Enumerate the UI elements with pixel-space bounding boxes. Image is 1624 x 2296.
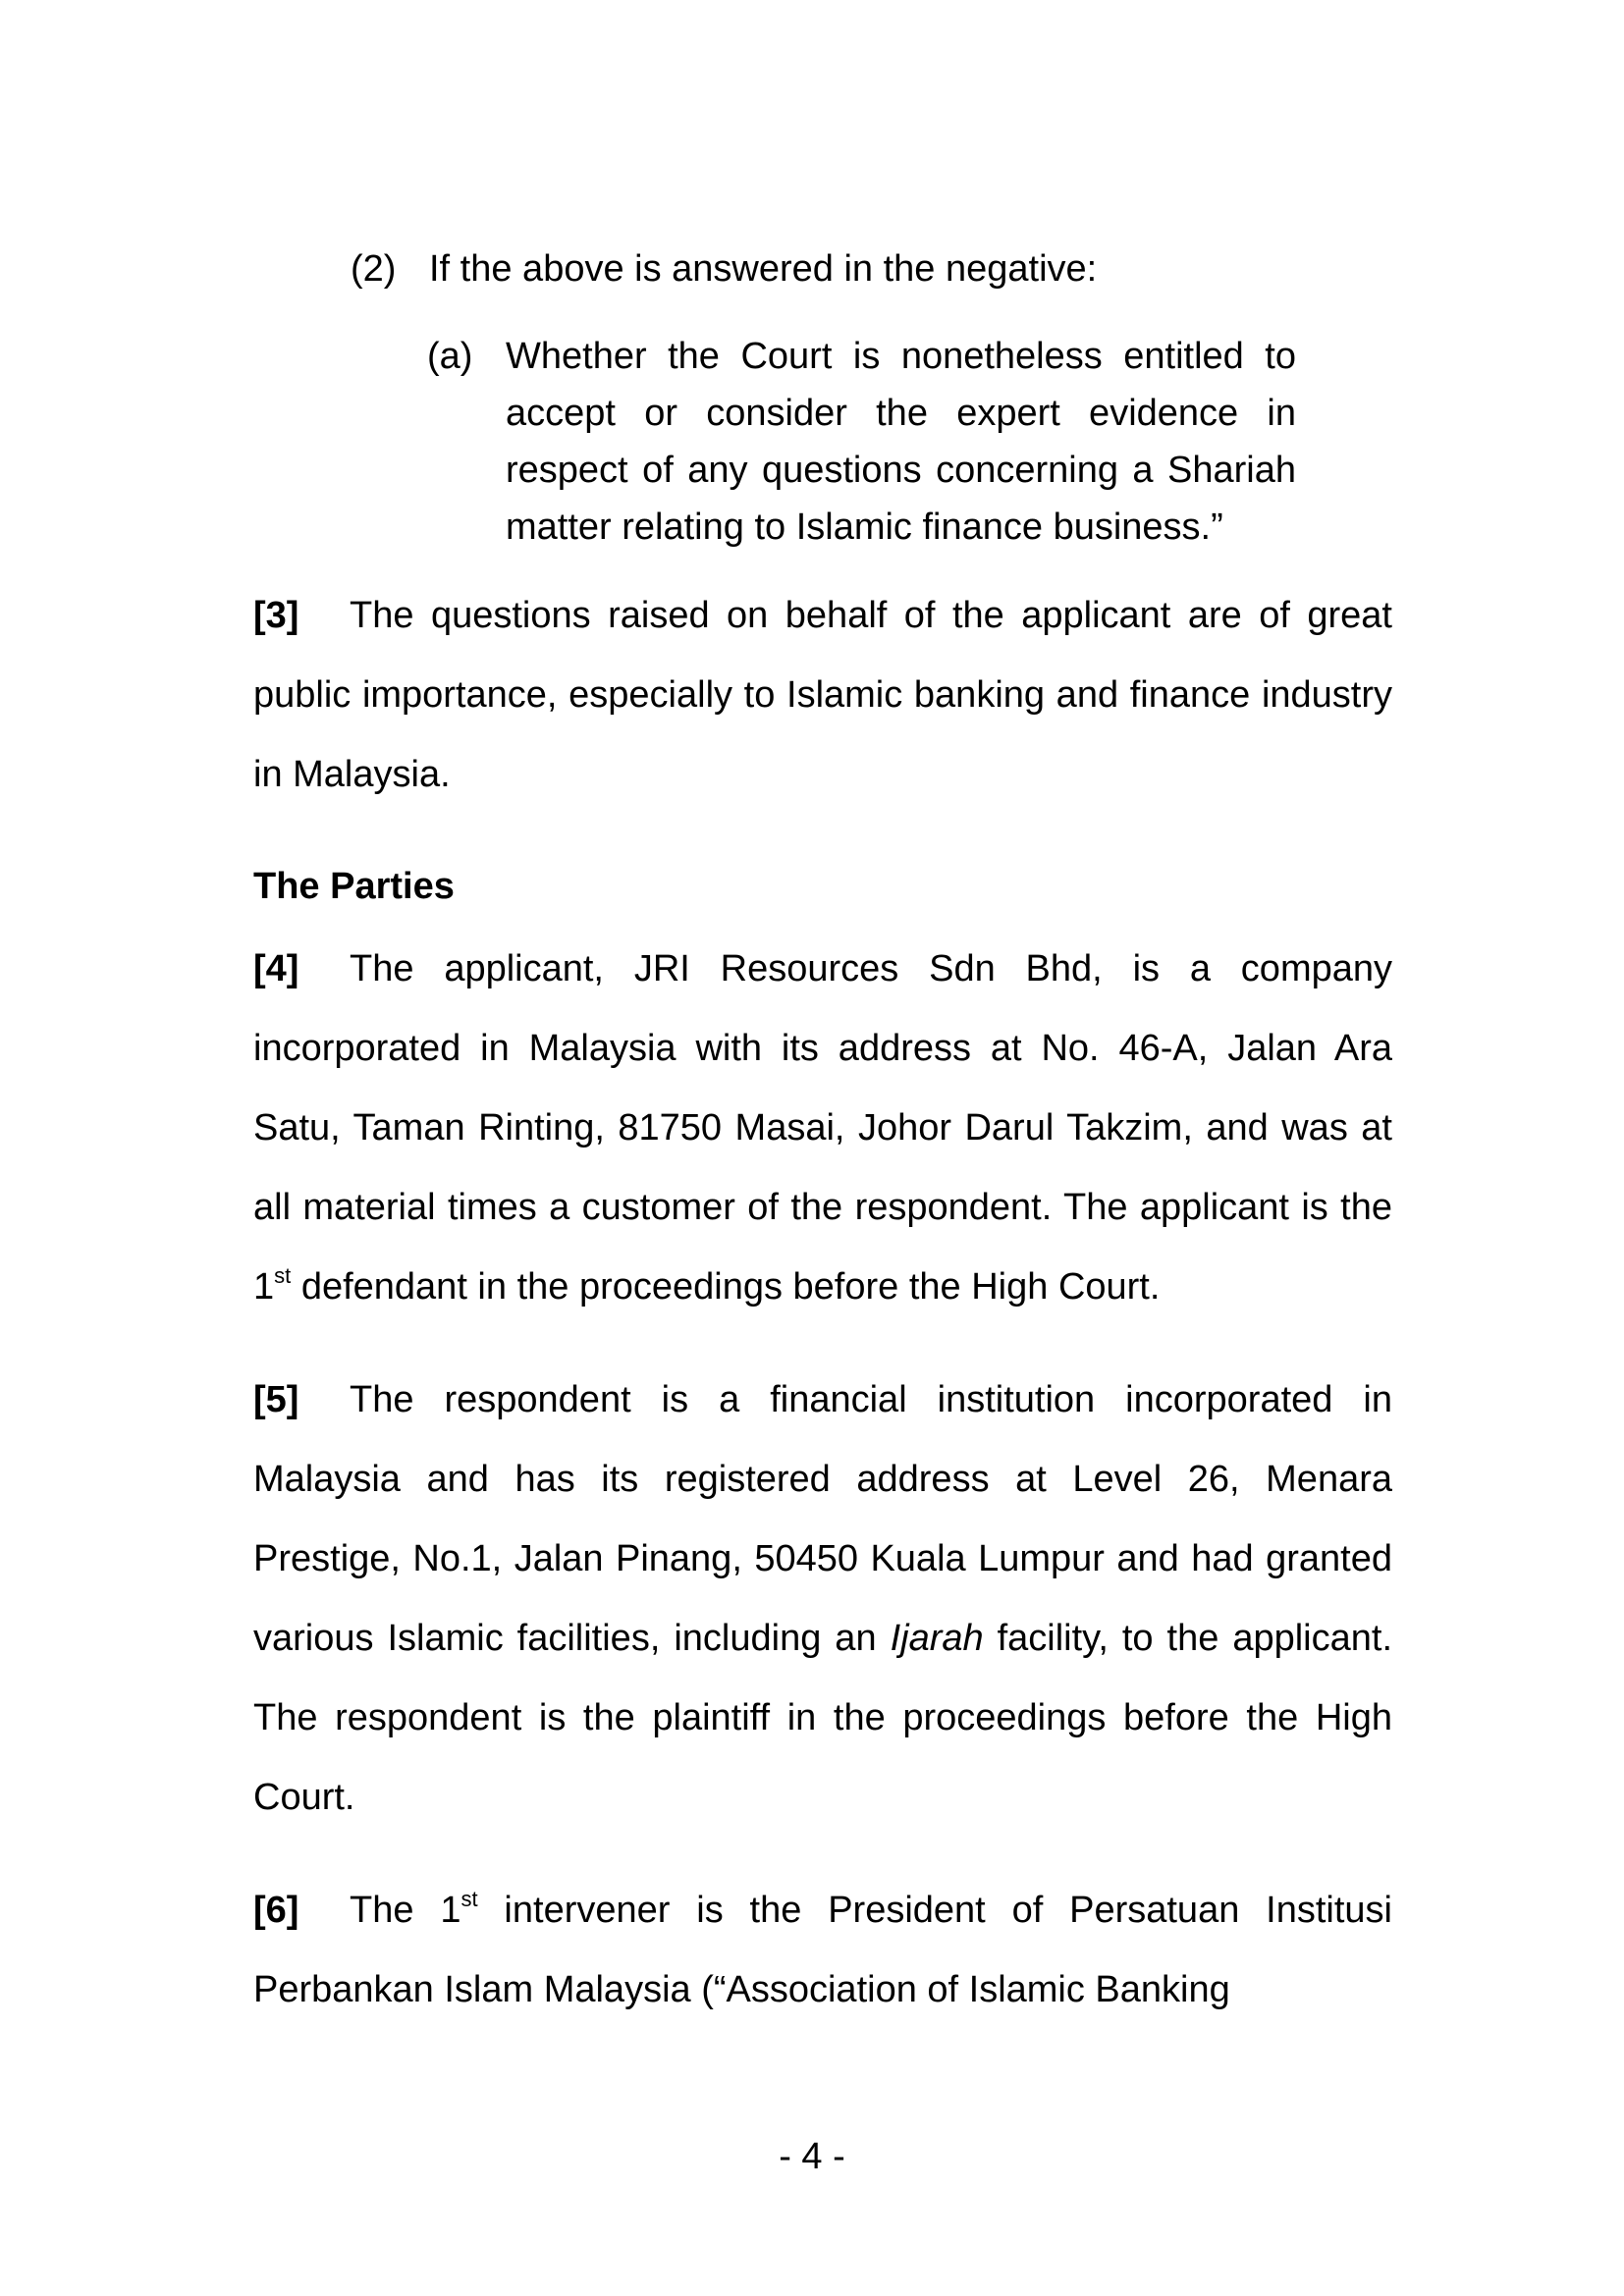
superscript: st [274, 1263, 292, 1288]
paragraph-5 [253, 1361, 1392, 1838]
paragraph-text: The 1 [350, 1890, 461, 1931]
paragraph-text: The questions raised on behalf of the applicant are of great public importance, especially to Islamic banking and finance industry in Malaysia. [253, 595, 1392, 795]
paragraph-number: [6] [253, 1890, 299, 1931]
sub-item-text: Whether the Court is nonetheless entitled to accept or consider the expert evidence in respect of any questions concerning a Shariah matter relating to Islamic finance business.” [506, 336, 1296, 548]
paragraph-text-continued: intervener is the President of Persatuan Institusi Perbankan Islam Malaysia (“Association of Islamic Banking [253, 1890, 1393, 2010]
sub-item-2a [427, 328, 1296, 556]
paragraph-text: The applicant, JRI Resources Sdn Bhd, is a company incorporated in Malaysia with its address at No. 46-A, Jalan Ara Satu, Taman Rinting, 81750 Masai, Johor Darul Takzim, and was at all material times a customer of the respondent. The applicant is the 1 [253, 948, 1392, 1308]
paragraph-number: [4] [253, 948, 299, 989]
sub-item-2 [351, 240, 1391, 297]
paragraph-6 [253, 1871, 1392, 2030]
section-heading: The Parties [253, 866, 455, 907]
superscript: st [460, 1887, 478, 1911]
paragraph-text: The respondent is a financial institution incorporated in Malaysia and has its registered address at Level 26, Menara Prestige, No.1, Jalan Pinang, 50450 Kuala Lumpur and had granted various Islamic facilities, including an [253, 1379, 1392, 1659]
page-number: - 4 - [779, 2136, 845, 2177]
sub-item-number: (2) [351, 248, 397, 290]
paragraph-4 [253, 930, 1392, 1327]
paragraph-number: [5] [253, 1379, 299, 1420]
sub-item-number: (a) [427, 336, 473, 377]
paragraph-text-continued: defendant in the proceedings before the High Court. [291, 1266, 1161, 1308]
paragraph-3 [253, 576, 1392, 815]
italic-term: Ijarah [890, 1618, 984, 1659]
paragraph-number: [3] [253, 595, 299, 636]
paragraph-text-continued: facility, to the applicant. The respondent is the plaintiff in the proceedings before the High Court. [253, 1618, 1393, 1818]
sub-item-text: If the above is answered in the negative: [429, 248, 1098, 290]
